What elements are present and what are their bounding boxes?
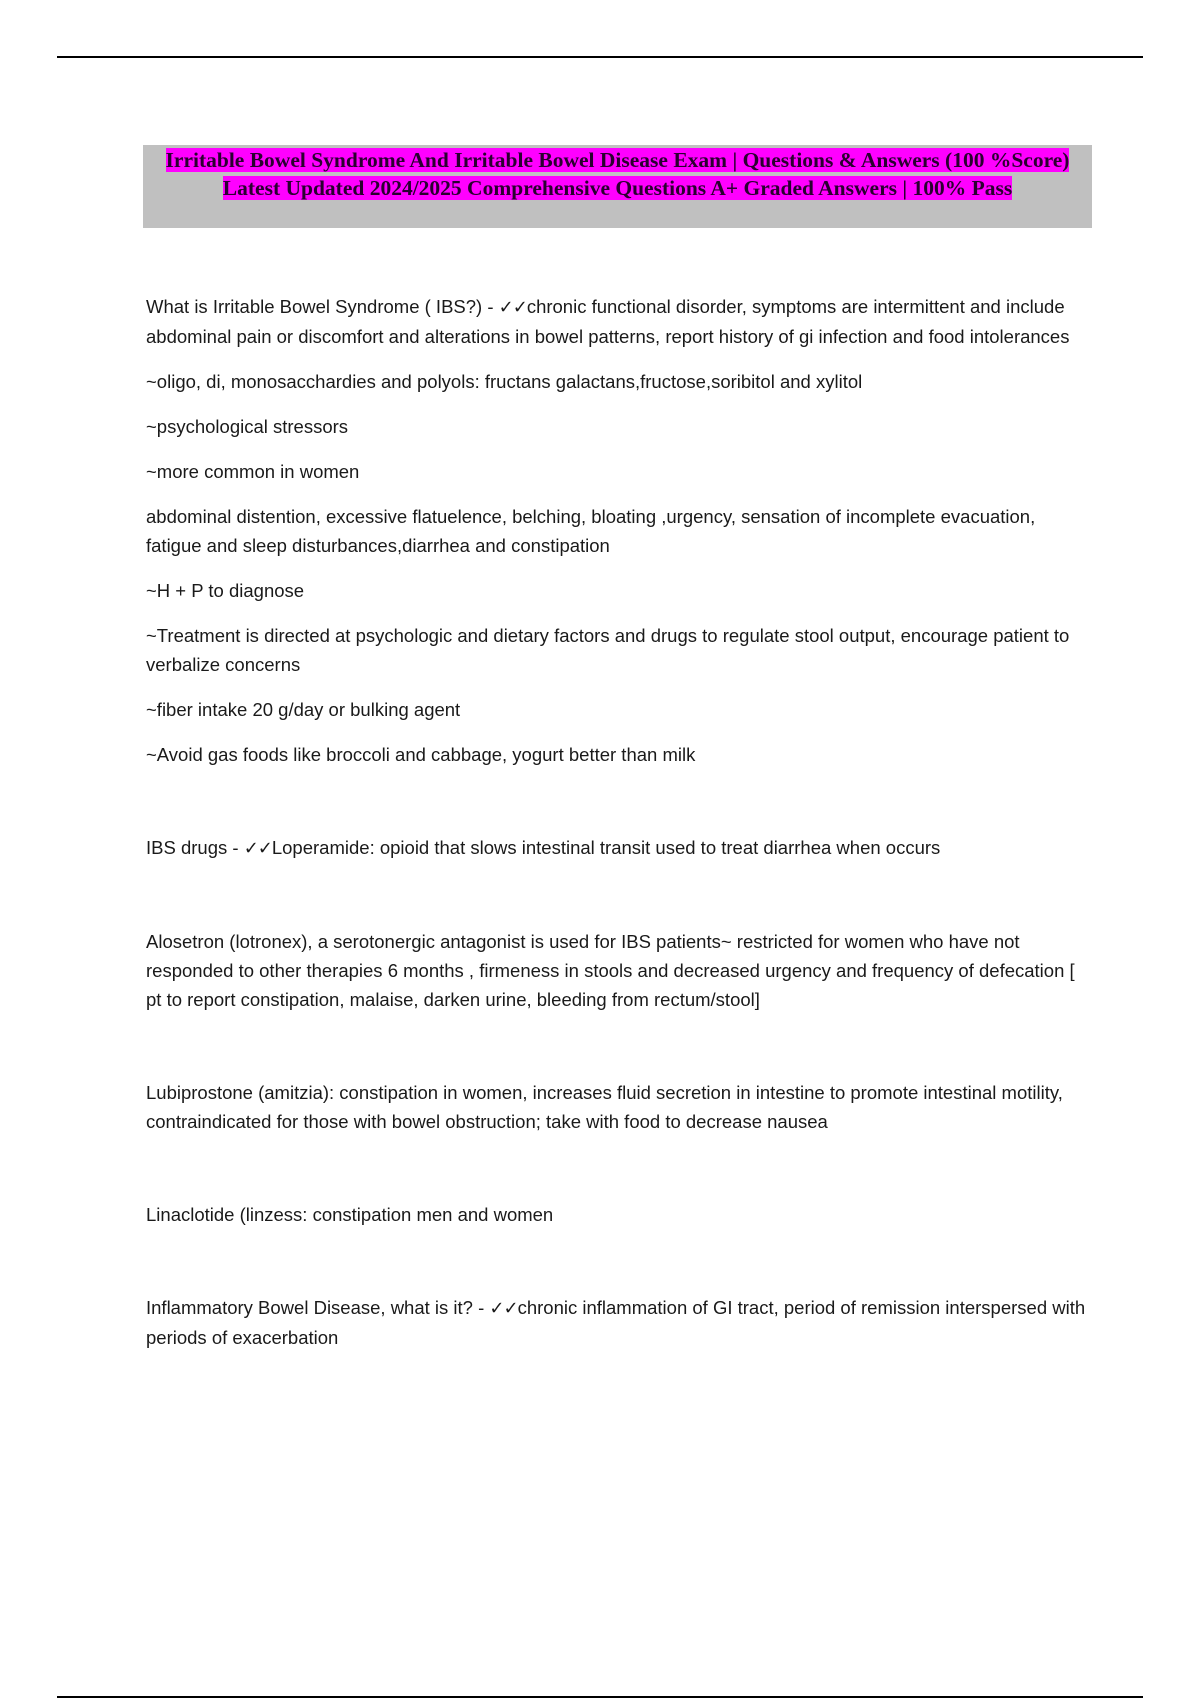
top-rule bbox=[57, 56, 1143, 58]
check-mark-icon: ✓✓ bbox=[498, 297, 527, 318]
document-title bbox=[166, 148, 1070, 200]
title-highlight: Irritable Bowel Syndrome And Irritable Bowel Disease Exam | Questions & Answers (100 %Score) Latest Updated 2024/2025 Comprehensive Questions A+ Graded Answers | 100% Pass bbox=[165, 148, 1070, 200]
answer-line: ~fiber intake 20 g/day or bulking agent bbox=[146, 699, 461, 720]
answer-line: ~Treatment is directed at psychologic and dietary factors and drugs to regulate stool output, encourage patient to verbalize concerns bbox=[146, 625, 1070, 675]
bottom-rule bbox=[57, 1696, 1143, 1698]
answer-line: Linaclotide (linzess: constipation men and women bbox=[146, 1204, 554, 1225]
qa-ibd-definition bbox=[146, 1293, 1091, 1352]
answer-line: ~Avoid gas foods like broccoli and cabbage, yogurt better than milk bbox=[146, 744, 696, 765]
qa-ibs-definition bbox=[146, 292, 1091, 351]
answer-line: ~more common in women bbox=[146, 461, 360, 482]
answer-line: ~oligo, di, monosacchardies and polyols: fructans galactans,fructose,soribitol and xylitol bbox=[146, 371, 863, 392]
answer-text: Loperamide: opioid that slows intestinal transit used to treat diarrhea when occurs bbox=[271, 837, 941, 858]
answer-line: Alosetron (lotronex), a serotonergic antagonist is used for IBS patients~ restricted for women who have not responded to other therapies 6 months , firmeness in stools and decreased urgency and frequency of defecation [ pt to report constipation, malaise, darken urine, bleeding from rectum/stool] bbox=[146, 931, 1075, 1010]
document-body bbox=[146, 292, 1091, 1368]
question-text: Inflammatory Bowel Disease, what is it? - bbox=[146, 1297, 490, 1318]
answer-text: chronic inflammation of GI tract, period of remission interspersed with periods of exacerbation bbox=[146, 1297, 1086, 1348]
answer-text: chronic functional disorder, symptoms are intermittent and include abdominal pain or discomfort and alterations in bowel patterns, report history of gi infection and food intolerances bbox=[146, 296, 1070, 347]
question-text: IBS drugs - bbox=[146, 837, 244, 858]
check-mark-icon: ✓✓ bbox=[489, 1298, 518, 1319]
answer-line: ~H + P to diagnose bbox=[146, 580, 305, 601]
question-text: What is Irritable Bowel Syndrome ( IBS?) - bbox=[146, 296, 499, 317]
answer-line: ~psychological stressors bbox=[146, 416, 349, 437]
answer-line: abdominal distention, excessive flatuelence, belching, bloating ,urgency, sensation of incomplete evacuation, fatigue and sleep disturbances,diarrhea and constipation bbox=[146, 506, 1036, 556]
answer-line: Lubiprostone (amitzia): constipation in women, increases fluid secretion in intestine to promote intestinal motility, contraindicated for those with bowel obstruction; take with food to decrease nausea bbox=[146, 1082, 1063, 1132]
title-box bbox=[143, 145, 1092, 228]
check-mark-icon: ✓✓ bbox=[243, 838, 272, 859]
qa-ibs-drugs bbox=[146, 833, 1091, 863]
